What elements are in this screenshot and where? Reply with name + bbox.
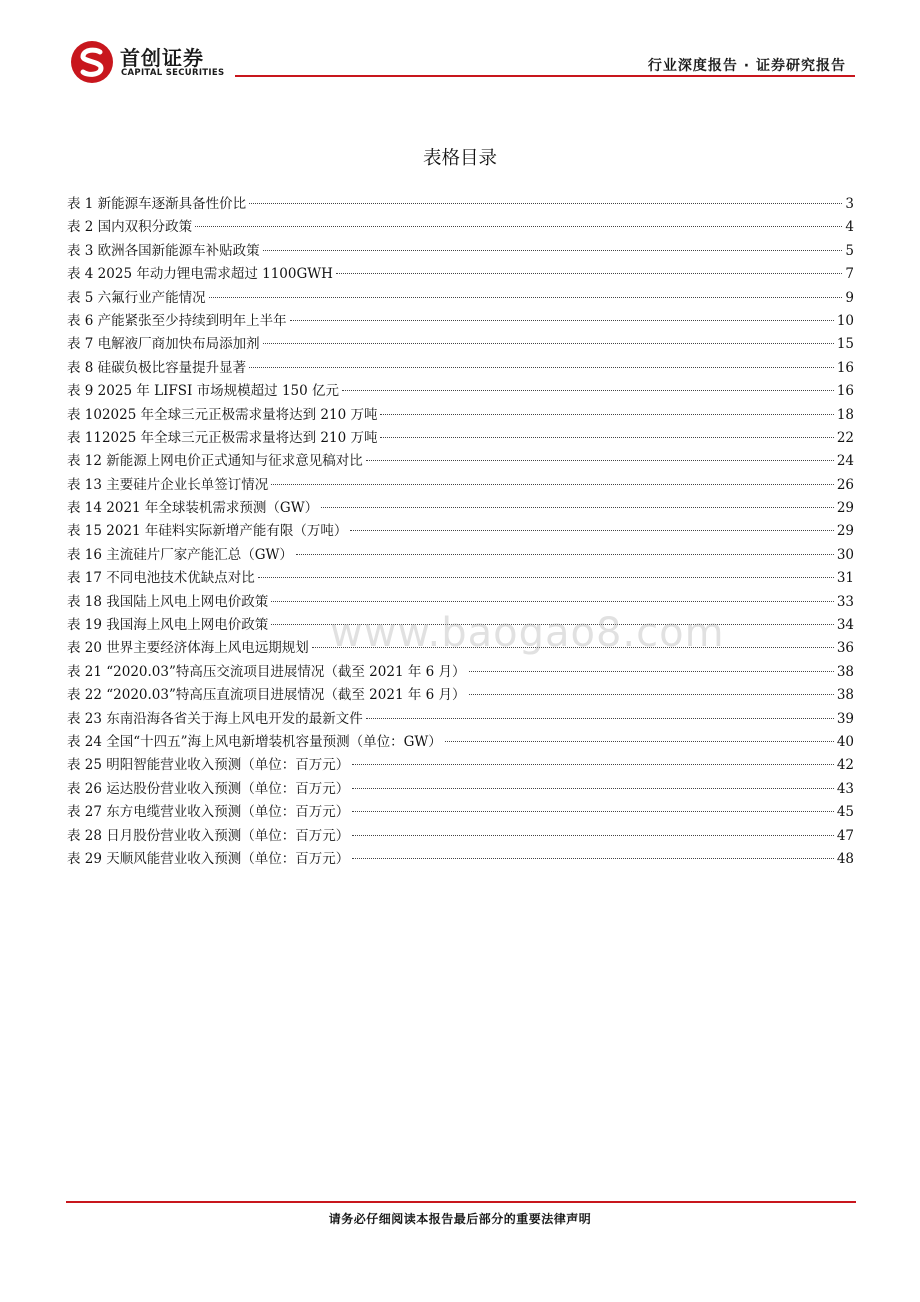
- toc-entry-page[interactable]: 22: [836, 429, 854, 446]
- toc-entry[interactable]: [67, 310, 854, 333]
- toc-entry[interactable]: [67, 450, 854, 473]
- toc-entry-label[interactable]: 表 7 电解液厂商加快布局添加剂: [67, 336, 260, 353]
- company-name-en: CAPITAL SECURITIES: [121, 68, 225, 78]
- toc-entry-page[interactable]: 38: [836, 663, 854, 680]
- toc-entry-label[interactable]: 表 112025 年全球三元正极需求量将达到 210 万吨: [67, 429, 378, 446]
- toc-entry[interactable]: [67, 754, 854, 777]
- toc-leader-dots: [352, 788, 834, 789]
- toc-entry-page[interactable]: 34: [836, 617, 854, 634]
- toc-entry-page[interactable]: 10: [836, 312, 854, 329]
- toc-entry[interactable]: [67, 708, 854, 731]
- toc-entry-label[interactable]: 表 14 2021 年全球装机需求预测（GW）: [67, 500, 319, 517]
- toc-entry-page[interactable]: 16: [836, 359, 854, 376]
- toc-leader-dots: [271, 601, 834, 602]
- toc-entry-label[interactable]: 表 27 东方电缆营业收入预测（单位：百万元）: [67, 804, 350, 821]
- toc-entry-page[interactable]: 24: [836, 453, 854, 470]
- toc-leader-dots: [249, 203, 842, 204]
- toc-entry-page[interactable]: 31: [836, 570, 854, 587]
- toc-leader-dots: [350, 530, 833, 531]
- toc-entry-page[interactable]: 18: [836, 406, 854, 423]
- toc-entry-page[interactable]: 36: [836, 640, 854, 657]
- toc-entry-label[interactable]: 表 17 不同电池技术优缺点对比: [67, 570, 255, 587]
- toc-entry-page[interactable]: 38: [836, 687, 854, 704]
- page-header: [0, 0, 920, 90]
- toc-entry-label[interactable]: 表 23 东南沿海各省关于海上风电开发的最新文件: [67, 710, 363, 727]
- toc-entry-label[interactable]: 表 6 产能紧张至少持续到明年上半年: [67, 312, 287, 329]
- toc-entry-label[interactable]: 表 29 天顺风能营业收入预测（单位：百万元）: [67, 850, 350, 867]
- toc-entry[interactable]: [67, 357, 854, 380]
- toc-entry-label[interactable]: 表 2 国内双积分政策: [67, 219, 193, 236]
- toc-entry[interactable]: [67, 825, 854, 848]
- toc-entry[interactable]: [67, 287, 854, 310]
- toc-entry-page[interactable]: 39: [836, 710, 854, 727]
- toc-entry-label[interactable]: 表 4 2025 年动力锂电需求超过 1100GWH: [67, 266, 333, 283]
- toc-entry-label[interactable]: 表 22 “2020.03”特高压直流项目进展情况（截至 2021 年 6 月）: [67, 687, 466, 704]
- toc-entry-label[interactable]: 表 24 全国“十四五”海上风电新增装机容量预测（单位：GW）: [67, 733, 442, 750]
- toc-leader-dots: [342, 390, 834, 391]
- toc-entry[interactable]: [67, 731, 854, 754]
- toc-entry[interactable]: [67, 520, 854, 543]
- toc-entry-label[interactable]: 表 26 运达股份营业收入预测（单位：百万元）: [67, 780, 350, 797]
- toc-entry[interactable]: [67, 427, 854, 450]
- toc-entry-label[interactable]: 表 8 硅碳负极比容量提升显著: [67, 359, 247, 376]
- toc-entry-page[interactable]: 3: [845, 196, 854, 212]
- toc-leader-dots: [249, 367, 834, 368]
- toc-entry[interactable]: [67, 567, 854, 590]
- toc-entry-label[interactable]: 表 21 “2020.03”特高压交流项目进展情况（截至 2021 年 6 月）: [67, 663, 466, 680]
- toc-leader-dots: [352, 835, 834, 836]
- toc-entry-page[interactable]: 9: [845, 289, 854, 306]
- header-divider: [235, 75, 855, 77]
- toc-entry[interactable]: [67, 263, 854, 286]
- toc-entry-label[interactable]: 表 102025 年全球三元正极需求量将达到 210 万吨: [67, 406, 378, 423]
- toc-entry[interactable]: [67, 544, 854, 567]
- toc-entry-page[interactable]: 15: [836, 336, 854, 353]
- toc-entry[interactable]: [67, 404, 854, 427]
- toc-entry-page[interactable]: 16: [836, 383, 854, 400]
- toc-leader-dots: [271, 484, 834, 485]
- toc-entry-page[interactable]: 42: [836, 757, 854, 774]
- toc-leader-dots: [352, 858, 834, 859]
- legal-notice: 请务必仔细阅读本报告最后部分的重要法律声明: [328, 1212, 592, 1226]
- toc-entry-label[interactable]: 表 3 欧洲各国新能源车补贴政策: [67, 242, 260, 259]
- toc-entry-label[interactable]: 表 25 明阳智能营业收入预测（单位：百万元）: [67, 757, 350, 774]
- toc-entry[interactable]: [67, 474, 854, 497]
- toc-entry-label[interactable]: 表 13 主要硅片企业长单签订情况: [67, 476, 269, 493]
- toc-entry-page[interactable]: 26: [836, 476, 854, 493]
- toc-entry-page[interactable]: 29: [836, 523, 854, 540]
- toc-entry-page[interactable]: 47: [836, 827, 854, 844]
- toc-leader-dots: [336, 273, 843, 274]
- toc-entry-label[interactable]: 表 20 世界主要经济体海上风电远期规划: [67, 640, 309, 657]
- toc-entry-label[interactable]: 表 15 2021 年硅料实际新增产能有限（万吨）: [67, 523, 348, 540]
- toc-entry[interactable]: [67, 778, 854, 801]
- toc-leader-dots: [380, 437, 833, 438]
- toc-leader-dots: [195, 226, 842, 227]
- toc-entry-page[interactable]: 33: [836, 593, 854, 610]
- toc-entry-page[interactable]: 7: [845, 266, 854, 283]
- toc-entry-page[interactable]: 45: [836, 804, 854, 821]
- toc-leader-dots: [366, 460, 834, 461]
- toc-entry-page[interactable]: 4: [845, 219, 854, 236]
- toc-leader-dots: [263, 343, 834, 344]
- company-name-cn: 首创证券: [120, 46, 204, 70]
- toc-leader-dots: [380, 414, 833, 415]
- toc-leader-dots: [445, 741, 834, 742]
- toc-entry-label[interactable]: 表 9 2025 年 LIFSI 市场规模超过 150 亿元: [67, 383, 339, 400]
- toc-entry-page[interactable]: 48: [836, 850, 854, 867]
- toc-entry[interactable]: [67, 684, 854, 707]
- toc-entry-page[interactable]: 43: [836, 780, 854, 797]
- toc-leader-dots: [469, 671, 834, 672]
- toc-entry-label[interactable]: 表 12 新能源上网电价正式通知与征求意见稿对比: [67, 453, 363, 470]
- toc-leader-dots: [296, 554, 834, 555]
- report-type-label: 行业深度报告 · 证券研究报告: [647, 58, 846, 74]
- toc-entry-page[interactable]: 29: [836, 500, 854, 517]
- table-of-contents: [67, 193, 854, 871]
- toc-entry-label[interactable]: 表 18 我国陆上风电上网电价政策: [67, 593, 269, 610]
- toc-entry[interactable]: [67, 216, 854, 239]
- toc-entry-page[interactable]: 40: [836, 733, 854, 750]
- toc-entry[interactable]: [67, 193, 854, 216]
- toc-entry[interactable]: [67, 848, 854, 871]
- toc-leader-dots: [352, 764, 834, 765]
- toc-entry-label[interactable]: 表 5 六氟行业产能情况: [67, 289, 206, 306]
- page-title: 表格目录: [422, 148, 497, 169]
- toc-entry[interactable]: [67, 661, 854, 684]
- footer-divider: [66, 1201, 856, 1203]
- toc-leader-dots: [258, 577, 834, 578]
- toc-entry-page[interactable]: 30: [836, 546, 854, 563]
- toc-entry[interactable]: [67, 380, 854, 403]
- toc-entry-label[interactable]: 表 1 新能源车逐渐具备性价比: [67, 196, 247, 212]
- toc-leader-dots: [321, 507, 834, 508]
- capital-securities-logo-icon: [70, 40, 114, 84]
- toc-entry[interactable]: [67, 801, 854, 824]
- toc-leader-dots: [290, 320, 834, 321]
- toc-leader-dots: [366, 718, 834, 719]
- toc-entry-label[interactable]: 表 16 主流硅片厂家产能汇总（GW）: [67, 546, 293, 563]
- toc-leader-dots: [469, 694, 834, 695]
- toc-entry[interactable]: [67, 333, 854, 356]
- toc-entry-page[interactable]: 5: [845, 242, 854, 259]
- toc-leader-dots: [263, 250, 843, 251]
- toc-entry[interactable]: [67, 497, 854, 520]
- toc-leader-dots: [352, 811, 834, 812]
- toc-leader-dots: [209, 297, 843, 298]
- toc-entry-label[interactable]: 表 28 日月股份营业收入预测（单位：百万元）: [67, 827, 350, 844]
- toc-entry[interactable]: [67, 240, 854, 263]
- toc-entry-label[interactable]: 表 19 我国海上风电上网电价政策: [67, 617, 269, 634]
- watermark: www.baogao8.com: [330, 610, 725, 656]
